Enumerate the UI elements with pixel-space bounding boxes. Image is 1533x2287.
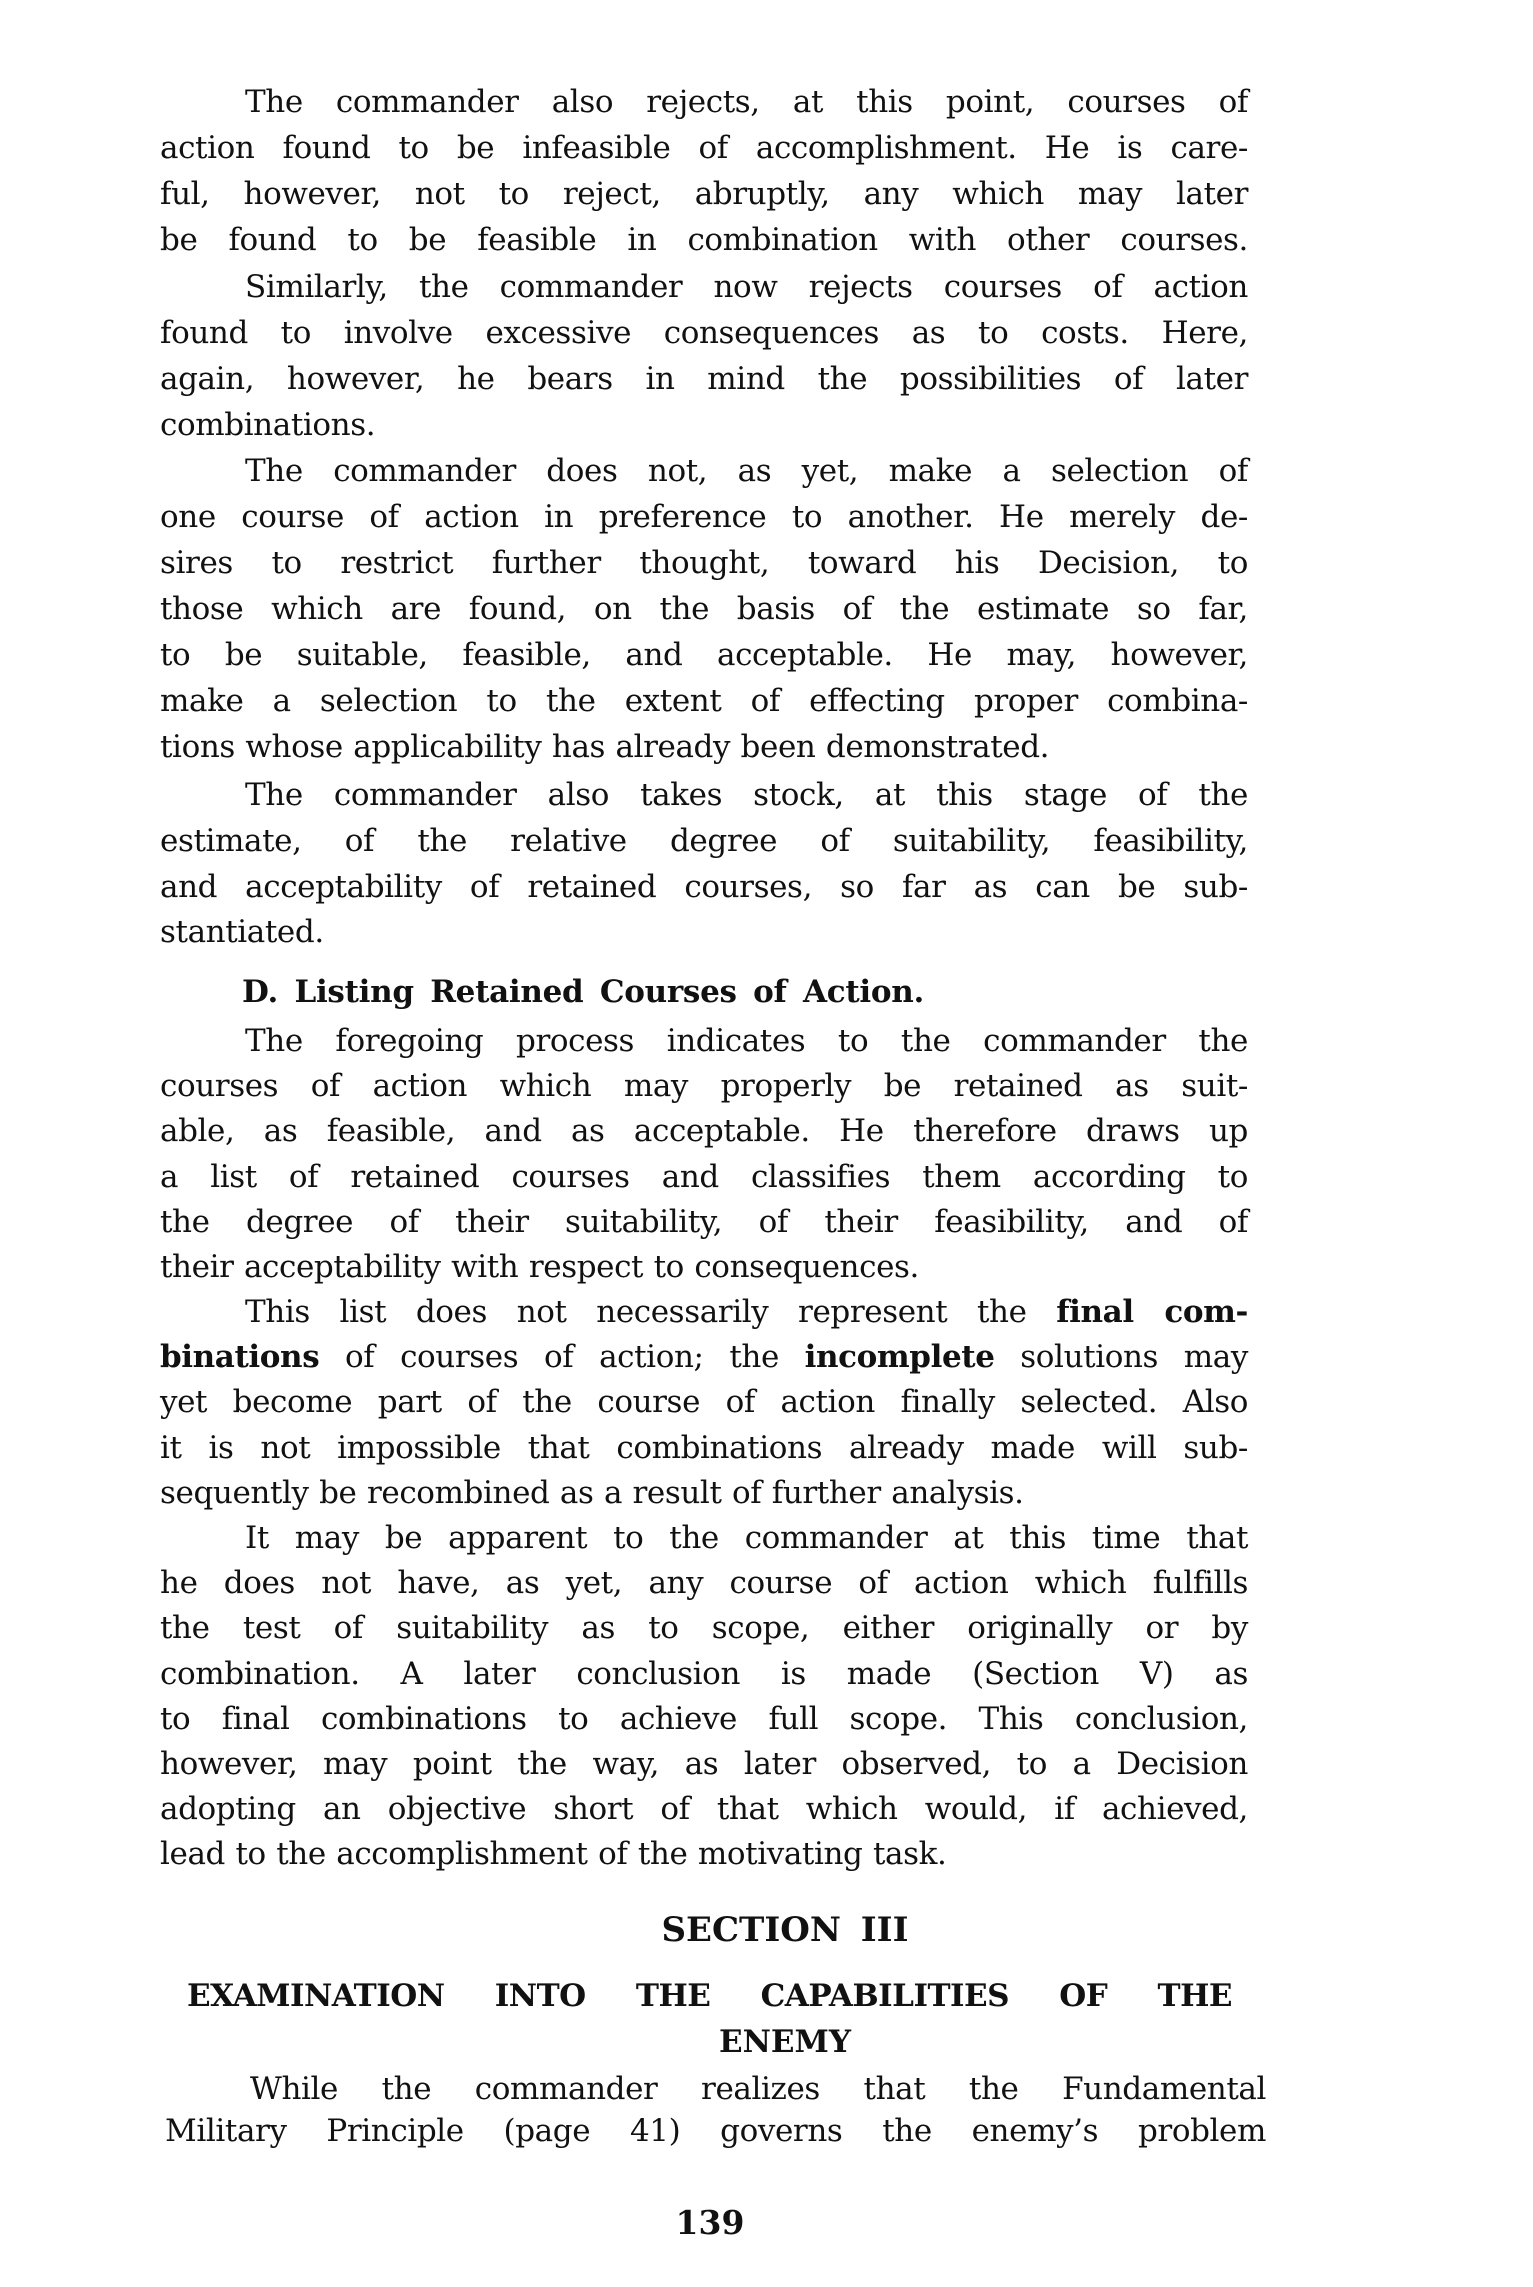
text-line: the test of suitability as to scope, either originally or by: [160, 1610, 1248, 1646]
text-line: ful, however, not to reject, abruptly, any which may later: [160, 176, 1248, 212]
text-line: those which are found, on the basis of the estimate so far,: [160, 591, 1248, 627]
text-line: again, however, he bears in mind the possibilities of later: [160, 361, 1248, 397]
text-line: found to involve excessive consequences as to costs. Here,: [160, 315, 1248, 351]
subsection-heading: D. Listing Retained Courses of Action.: [242, 974, 924, 1010]
text-line: a list of retained courses and classifies them according to: [160, 1159, 1248, 1195]
text-line: courses of action which may properly be retained as suit-: [160, 1068, 1248, 1104]
text-line: The commander also rejects, at this point, courses of: [245, 84, 1248, 120]
text-line: sires to restrict further thought, toward his Decision, to: [160, 545, 1248, 581]
text-line: [245, 1292, 1248, 1332]
text-line: combination. A later conclusion is made (Section V) as: [160, 1656, 1248, 1692]
text-line: to final combinations to achieve full scope. This conclusion,: [160, 1701, 1248, 1737]
page-number: 139: [675, 2203, 745, 2242]
text-line: however, may point the way, as later observed, to a Decision: [160, 1746, 1248, 1782]
text-line: their acceptability with respect to consequences.: [160, 1249, 919, 1285]
section-title-line: ENEMY: [718, 2024, 852, 2060]
text-line: yet become part of the course of action finally selected. Also: [160, 1384, 1248, 1420]
section-title-line: EXAMINATION INTO THE CAPABILITIES OF THE: [187, 1978, 1232, 2014]
text-line: action found to be infeasible of accomplishment. He is care-: [160, 130, 1248, 166]
text-line: one course of action in preference to another. He merely de-: [160, 499, 1248, 535]
text-line: adopting an objective short of that which would, if achieved,: [160, 1791, 1248, 1827]
text-line: sequently be recombined as a result of further analysis.: [160, 1475, 1024, 1511]
text-line: able, as feasible, and as acceptable. He therefore draws up: [160, 1113, 1248, 1149]
text-line: tions whose applicability has already been demonstrated.: [160, 729, 1050, 765]
bold-term: final com-: [1056, 1294, 1248, 1330]
text-line: and acceptability of retained courses, so far as can be sub-: [160, 869, 1248, 905]
bold-term: binations: [160, 1339, 320, 1375]
text-line: The foregoing process indicates to the commander the: [245, 1023, 1248, 1059]
text-run: of courses of action; the: [319, 1339, 805, 1375]
text-line: make a selection to the extent of effecting proper combina-: [160, 683, 1248, 719]
text-line: it is not impossible that combinations already made will sub-: [160, 1430, 1248, 1466]
text-line: the degree of their suitability, of their feasibility, and of: [160, 1204, 1248, 1240]
text-line: combinations.: [160, 407, 376, 443]
text-line: lead to the accomplishment of the motivating task.: [160, 1836, 947, 1872]
text-line: [160, 1337, 1248, 1377]
text-run: This list does not necessarily represent the: [245, 1294, 1057, 1330]
text-line: It may be apparent to the commander at this time that: [245, 1520, 1248, 1556]
text-line: The commander does not, as yet, make a selection of: [245, 453, 1248, 489]
text-line: Military Principle (page 41) governs the enemy’s problem: [165, 2113, 1266, 2149]
bold-term: incomplete: [804, 1339, 995, 1375]
text-line: stantiated.: [160, 914, 324, 950]
text-run: solutions may: [994, 1339, 1248, 1375]
text-line: estimate, of the relative degree of suitability, feasibility,: [160, 823, 1248, 859]
text-line: be found to be feasible in combination with other courses.: [160, 222, 1248, 258]
text-line: he does not have, as yet, any course of action which fulfills: [160, 1565, 1248, 1601]
text-line: The commander also takes stock, at this stage of the: [245, 777, 1248, 813]
section-number-heading: SECTION III: [661, 1910, 909, 1950]
text-line: Similarly, the commander now rejects courses of action: [245, 269, 1248, 305]
text-line: While the commander realizes that the Fundamental: [250, 2071, 1266, 2107]
text-line: to be suitable, feasible, and acceptable. He may, however,: [160, 637, 1248, 673]
